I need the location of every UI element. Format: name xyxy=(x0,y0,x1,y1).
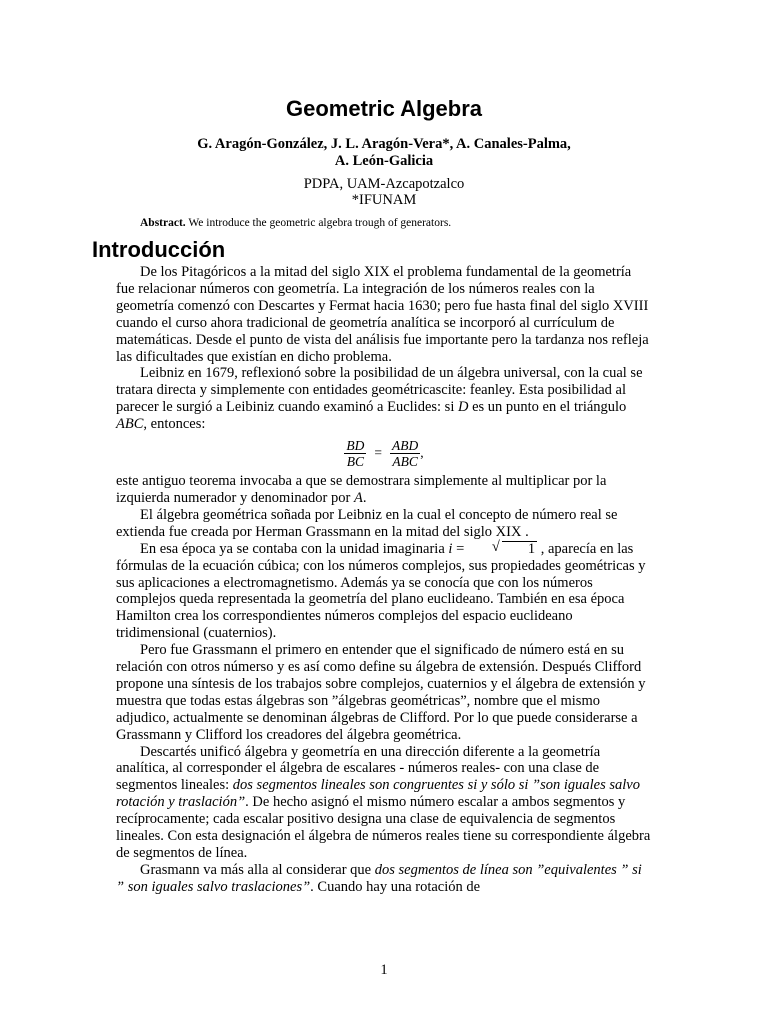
p5-equals: = xyxy=(452,540,468,557)
paragraph-8 xyxy=(116,862,652,896)
p3-var-a: A xyxy=(353,489,363,506)
p7-italic: dos segmentos lineales son congruentes si y sólo si ”son iguales salvo rotación y traslación” xyxy=(116,777,640,811)
authors-line-2: A. León-Galicia xyxy=(334,153,434,169)
fraction-right-denominator: ABC xyxy=(392,453,418,469)
p2-text-b: es un punto en el triángulo xyxy=(468,399,627,416)
p2-text-c: , entonces: xyxy=(143,416,206,433)
paragraph-3 xyxy=(116,473,652,507)
radical-sign-icon: √ xyxy=(491,538,500,555)
equals-sign: = xyxy=(374,444,382,460)
p8-italic: dos segmentos de línea son ”equivalentes ” si ” son iguales salvo traslaciones” xyxy=(116,861,642,895)
paragraph-6: Pero fue Grassmann el primero en entender que el significado de número está en su relación con otros númerso y es así como define su álgebra de extensión. Después Clifford propone una síntesis de los trabajos sobre complejos, cuaternios y el álgebra de extensión y muestra que todas estas álgebras son ”álgebras geométricas”, nombre que el mismo adjudico, actualmente se denominan álgebras de Clifford. Por lo que puede considerarse a Grassmann y Clifford los creadores del álgebra geométrica. xyxy=(116,642,646,743)
p7-text-b: . De hecho asignó el mismo número escalar a ambos segmentos y recíprocamente; cada escalar positivo designa una clase de equivalencia de segmentos lineales. Con esta designación el álgebra de números reales tiene su correspondiente álgebra de segmentos de línea. xyxy=(116,794,651,861)
fraction-left-denominator: BC xyxy=(346,453,364,469)
p2-text-a: Leibniz en 1679, reflexionó sobre la posibilidad de un álgebra universal, con la cual se tratara directa y simplemente con entidades geométricascite: feanley. Esta posibilidad al parecer le surgió a Leibiniz cuando examinó a Euclides: si xyxy=(116,365,643,416)
fraction-left-numerator: BD xyxy=(346,437,365,453)
affiliations xyxy=(120,176,648,208)
paragraph-7 xyxy=(116,744,652,862)
paragraph-4: El álgebra geométrica soñada por Leibniz en la cual el concepto de número real se extienda fue creada por Herman Grassmann en la mitad del siglo XIX . xyxy=(116,506,618,540)
section-heading: Introducción xyxy=(92,237,226,262)
paper-title: Geometric Algebra xyxy=(285,96,483,121)
p5-text-a: En esa época ya se contaba con la unidad imaginaria xyxy=(140,540,449,557)
square-root xyxy=(468,538,537,558)
paragraph-1: De los Pitagóricos a la mitad del siglo XIX el problema fundamental de la geometría fue relacionar números con geometría. La integración de los números reales con la geometría comenzó con Descartes y Fermat hacia 1630; pero fue hasta final del siglo XVIII cuando el curso ahora tradicional de geometría analítica se incorporó al currículum de matemáticas. Desde el punto de vista del análisis fue importante pero la tardanza nos refleja las dificultades que existían en dicho problema. xyxy=(116,264,649,365)
p3-text-a: este antiguo teorema invocaba a que se demostrara simplemente al multiplicar por la izquierda numerador y denominador por xyxy=(116,473,607,506)
paragraph-2 xyxy=(116,365,652,433)
abstract xyxy=(140,216,640,230)
abstract-text: We introduce the geometric algebra trough of generators. xyxy=(185,217,452,229)
affiliation-2: *IFUNAM xyxy=(351,192,417,208)
p2-var-d: D xyxy=(457,399,469,416)
fraction-left xyxy=(344,438,366,469)
page-number: 1 xyxy=(380,962,388,978)
abstract-label: Abstract. xyxy=(140,217,186,229)
fraction-right xyxy=(390,438,420,469)
p8-text-b: . Cuando hay una rotación de xyxy=(310,878,481,895)
p7-text-a: Descartés unificó álgebra y geometría en una dirección diferente a la geometría analítica, al corresponder el álgebra de escalares - números reales- con una clase de segmentos lineales: xyxy=(116,743,601,794)
affiliation-1: PDPA, UAM-Azcapotzalco xyxy=(303,176,465,192)
p5-text-b: , aparecía en las fórmulas de la ecuación cúbica; con los números complejos, sus propiedades geométricas y sus aplicaciones a electromagnetismo. Además ya se conocía que con los números complejos queda representada la geometría del plano euclideano. También en esa época Hamilton crea los correspondientes números complejos del espacio euclideano tridimensional (cuaternios). xyxy=(116,540,646,642)
fraction-right-numerator: ABD xyxy=(392,437,419,453)
equation-comma: , xyxy=(420,444,424,460)
authors-line-1: G. Aragón-González, J. L. Aragón-Vera*, A. Canales-Palma, xyxy=(197,136,571,152)
radicand: 1 xyxy=(502,541,537,557)
author-list xyxy=(120,136,648,170)
p2-var-abc: ABC xyxy=(116,416,144,433)
body-text xyxy=(116,264,652,896)
p8-text-a: Grasmann va más alla al considerar que xyxy=(140,861,375,878)
paragraph-5 xyxy=(116,538,652,642)
p5-var-i: i xyxy=(448,540,453,557)
equation-ratio xyxy=(116,435,652,471)
p3-text-b: . xyxy=(362,489,367,506)
